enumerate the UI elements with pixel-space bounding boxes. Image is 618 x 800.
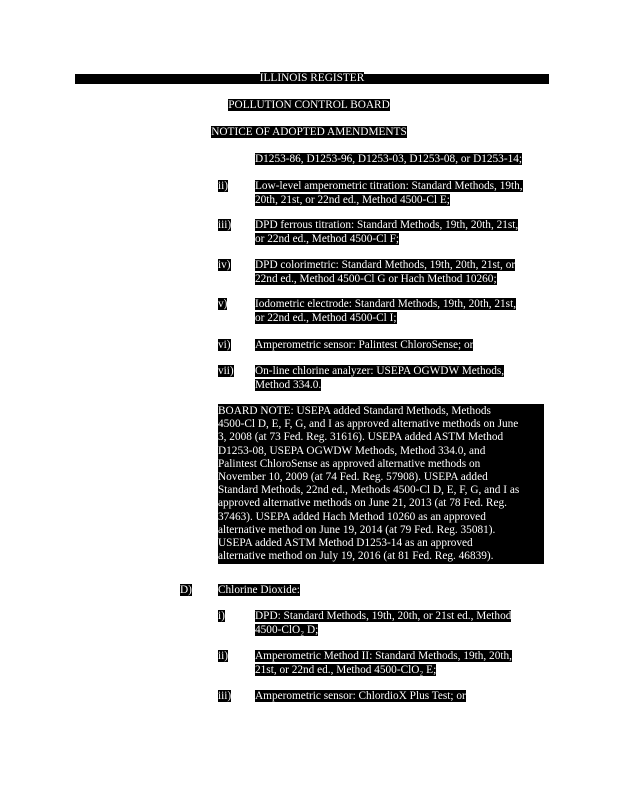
board-note-line: BOARD NOTE: USEPA added Standard Methods, Methods	[218, 405, 491, 417]
item-vii-text: On-line chlorine analyzer: USEPA OGWDW Methods, Method 334.0.	[255, 365, 505, 391]
header-register: ILLINOIS REGISTER	[259, 72, 365, 84]
header-notice: NOTICE OF ADOPTED AMENDMENTS	[211, 126, 407, 138]
continuation-line: D1253-86, D1253-96, D1253-03, D1253-08, or D1253-14;	[255, 153, 523, 165]
board-note-line: Standard Methods, 22nd ed., Methods 4500-Cl D, E, F, G, and I as	[218, 484, 520, 497]
item-vi-text: Amperometric sensor: Palintest ChloroSense; or	[255, 339, 474, 351]
item-iv-text: DPD colorimetric: Standard Methods, 19th, 20th, 21st, or 22nd ed., Method 4500-Cl G or Hach Method 10260;	[255, 259, 516, 285]
board-note-line: alternative method on July 19, 2016 (at 81 Fed. Reg. 46839).	[218, 550, 494, 563]
d-item-iii-number: iii)	[218, 690, 232, 702]
d-item-ii-text: Amperometric Method II: Standard Methods, 19th, 20th, 21st, or 22nd ed., Method 4500-ClO₂ E;	[255, 650, 512, 676]
board-note-line: 3, 2008 (at 73 Fed. Reg. 31616). USEPA added ASTM Method	[218, 431, 504, 444]
item-vii-number: vii)	[218, 365, 234, 377]
item-iii-number: iii)	[218, 219, 232, 231]
d-item-ii-number: ii)	[218, 650, 229, 662]
board-note-line: 37463). USEPA added Hach Method 10260 as an approved	[218, 510, 486, 523]
board-note-line: D1253-08, USEPA OGWDW Methods, Method 334.0, and	[218, 444, 486, 457]
board-note-line: November 10, 2009 (at 74 Fed. Reg. 57908). USEPA added	[218, 471, 488, 484]
board-note-line: alternative method on June 19, 2014 (at 79 Fed. Reg. 35081).	[218, 523, 496, 536]
item-iii-text: DPD ferrous titration: Standard Methods, 19th, 20th, 21st, or 22nd ed., Method 4500-Cl F;	[255, 219, 519, 245]
section-d-title: Chlorine Dioxide:	[218, 584, 300, 596]
header-board: POLLUTION CONTROL BOARD	[228, 99, 390, 111]
item-v-text: Iodometric electrode: Standard Methods, 19th, 20th, 21st, or 22nd ed., Method 4500-Cl I;	[255, 298, 517, 324]
item-ii-number: ii)	[218, 180, 229, 192]
d-item-iii-text: Amperometric sensor: ChlordioX Plus Test; or	[255, 690, 466, 702]
board-note-line: Palintest ChloroSense as approved alternative methods on	[218, 457, 481, 470]
item-ii-text: Low-level amperometric titration: Standard Methods, 19th, 20th, 21st, or 22nd ed., Method 4500-Cl E;	[255, 180, 523, 206]
d-item-i-number: i)	[218, 610, 225, 622]
board-note-line: USEPA added ASTM Method D1253-14 as an approved	[218, 537, 473, 550]
board-note-line: approved alternative methods on June 21, 2013 (at 78 Fed. Reg.	[218, 497, 507, 510]
item-vi-number: vi)	[218, 339, 231, 351]
board-note	[218, 404, 544, 564]
item-iv-number: iv)	[218, 259, 231, 271]
d-item-i-text: DPD: Standard Methods, 19th, 20th, or 21st ed., Method 4500-ClO₂ D;	[255, 610, 512, 636]
item-v-number: v)	[218, 298, 228, 310]
board-note-line: 4500-Cl D, E, F, G, and I as approved alternative methods on June	[218, 418, 519, 431]
section-d-number: D)	[180, 584, 192, 596]
